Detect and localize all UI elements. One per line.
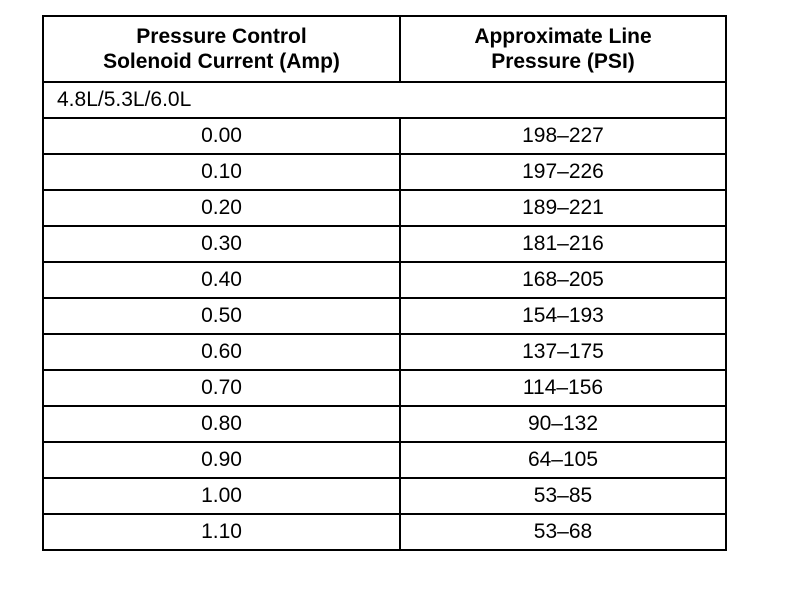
pressure-cell: 53–85: [400, 478, 726, 514]
header-row: [43, 16, 726, 82]
table-row: [43, 334, 726, 370]
header-pressure-line2: Pressure (PSI): [491, 50, 635, 73]
pressure-cell: 168–205: [400, 262, 726, 298]
pressure-cell: 181–216: [400, 226, 726, 262]
table-row: [43, 406, 726, 442]
table-row: [43, 262, 726, 298]
header-pressure: [400, 16, 726, 82]
pressure-table-container: [42, 15, 725, 551]
pressure-cell: 154–193: [400, 298, 726, 334]
group-row: [43, 82, 726, 118]
current-cell: 0.20: [43, 190, 400, 226]
table-row: [43, 514, 726, 550]
table-row: [43, 226, 726, 262]
pressure-table: [42, 15, 727, 551]
pressure-cell: 114–156: [400, 370, 726, 406]
pressure-cell: 197–226: [400, 154, 726, 190]
pressure-cell: 90–132: [400, 406, 726, 442]
current-cell: 0.10: [43, 154, 400, 190]
pressure-cell: 189–221: [400, 190, 726, 226]
current-cell: 0.90: [43, 442, 400, 478]
current-cell: 1.10: [43, 514, 400, 550]
current-cell: 0.70: [43, 370, 400, 406]
current-cell: 0.00: [43, 118, 400, 154]
table-row: [43, 442, 726, 478]
table-row: [43, 118, 726, 154]
pressure-cell: 53–68: [400, 514, 726, 550]
current-cell: 1.00: [43, 478, 400, 514]
current-cell: 0.80: [43, 406, 400, 442]
table-row: [43, 154, 726, 190]
table-row: [43, 298, 726, 334]
header-current-line2: Solenoid Current (Amp): [103, 50, 340, 73]
header-pressure-line1: Approximate Line: [474, 25, 652, 48]
table-row: [43, 370, 726, 406]
current-cell: 0.40: [43, 262, 400, 298]
table-row: [43, 190, 726, 226]
current-cell: 0.30: [43, 226, 400, 262]
pressure-cell: 64–105: [400, 442, 726, 478]
header-current-line1: Pressure Control: [136, 25, 307, 48]
current-cell: 0.60: [43, 334, 400, 370]
pressure-cell: 137–175: [400, 334, 726, 370]
header-current: [43, 16, 400, 82]
pressure-cell: 198–227: [400, 118, 726, 154]
table-row: [43, 478, 726, 514]
engine-group-label: 4.8L/5.3L/6.0L: [43, 82, 726, 118]
current-cell: 0.50: [43, 298, 400, 334]
